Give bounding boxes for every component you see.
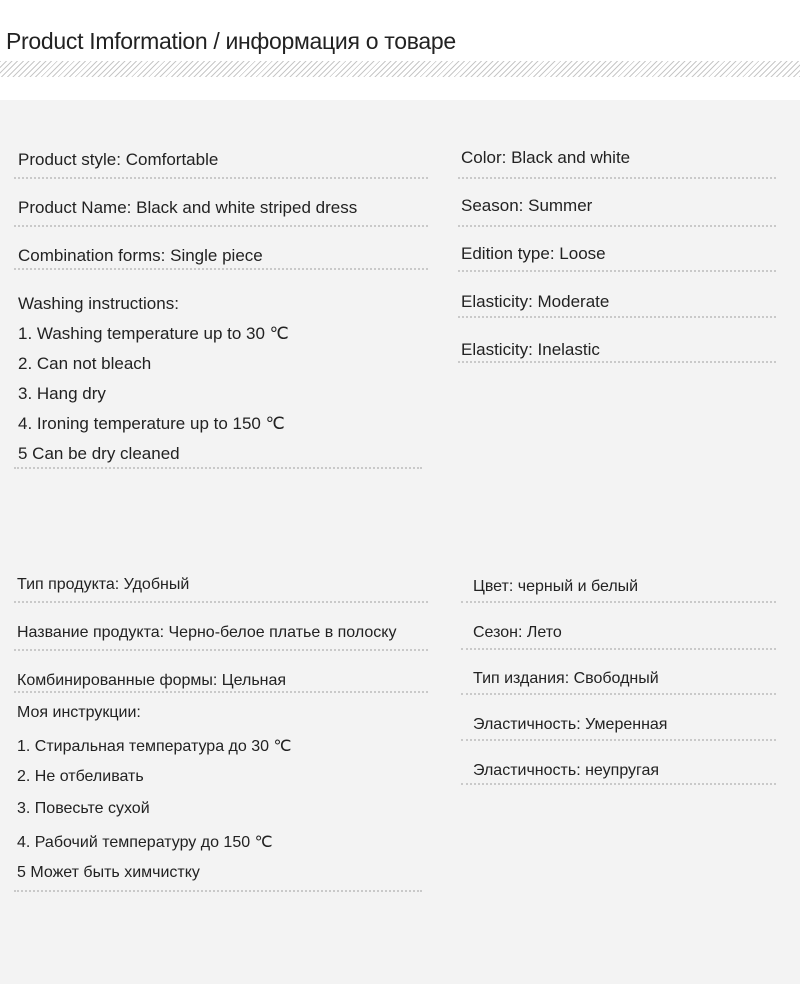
dotted-divider <box>14 225 428 227</box>
dotted-divider <box>14 691 428 693</box>
edition-type-ru: Тип издания: Свободный <box>473 670 659 687</box>
dotted-divider <box>461 648 776 650</box>
season: Season: Summer <box>461 196 593 215</box>
color: Color: Black and white <box>461 148 631 167</box>
dotted-divider <box>458 270 776 272</box>
washing-item-ru: 4. Рабочий температуру до 150 ℃ <box>17 834 273 851</box>
dotted-divider <box>458 316 776 318</box>
edition-type: Edition type: Loose <box>461 244 606 263</box>
elasticity-inelastic: Elasticity: Inelastic <box>461 340 600 359</box>
dotted-divider <box>461 693 776 695</box>
elasticity-moderate: Elasticity: Moderate <box>461 292 610 311</box>
title-russian: информация о товаре <box>225 28 456 54</box>
product-style: Product style: Comfortable <box>18 150 219 169</box>
dotted-divider <box>458 225 776 227</box>
dotted-divider <box>461 601 776 603</box>
dotted-divider <box>14 467 422 469</box>
washing-item: 4. Ironing temperature up to 150 ℃ <box>18 414 285 433</box>
dotted-divider <box>461 783 776 785</box>
header <box>0 0 800 100</box>
dotted-divider <box>461 739 776 741</box>
product-type-ru: Тип продукта: Удобный <box>17 576 190 593</box>
page-title <box>6 28 456 55</box>
dotted-divider <box>14 268 428 270</box>
product-name: Product Name: Black and white striped dress <box>18 198 358 217</box>
washing-item-ru: 2. Не отбеливать <box>17 768 144 785</box>
dotted-divider <box>458 177 776 179</box>
product-name-ru: Название продукта: Черно-белое платье в полоску <box>17 624 397 641</box>
washing-item-ru: 3. Повесьте сухой <box>17 800 150 817</box>
washing-item-ru: 5 Может быть химчистку <box>17 864 200 881</box>
hatch-divider <box>0 61 800 77</box>
title-separator: / <box>213 28 220 54</box>
combination-forms-ru: Комбинированные формы: Цельная <box>17 672 287 689</box>
washing-item: 2. Can not bleach <box>18 354 152 373</box>
elasticity-inelastic-ru: Эластичность: неупругая <box>473 762 660 779</box>
dotted-divider <box>14 649 428 651</box>
elasticity-moderate-ru: Эластичность: Умеренная <box>473 716 668 733</box>
washing-item: 3. Hang dry <box>18 384 106 403</box>
season-ru: Сезон: Лето <box>473 624 562 641</box>
combination-forms: Combination forms: Single piece <box>18 246 263 265</box>
washing-item: 5 Can be dry cleaned <box>18 444 180 463</box>
title-english: Product Imformation <box>6 28 208 54</box>
washing-title-ru: Моя инструкции: <box>17 704 141 721</box>
dotted-divider <box>14 601 428 603</box>
dotted-divider <box>14 890 422 892</box>
washing-item: 1. Washing temperature up to 30 ℃ <box>18 324 289 343</box>
color-ru: Цвет: черный и белый <box>473 578 639 595</box>
washing-title: Washing instructions: <box>18 294 179 313</box>
washing-item-ru: 1. Стиральная температура до 30 ℃ <box>17 738 292 755</box>
dotted-divider <box>458 361 776 363</box>
dotted-divider <box>14 177 428 179</box>
